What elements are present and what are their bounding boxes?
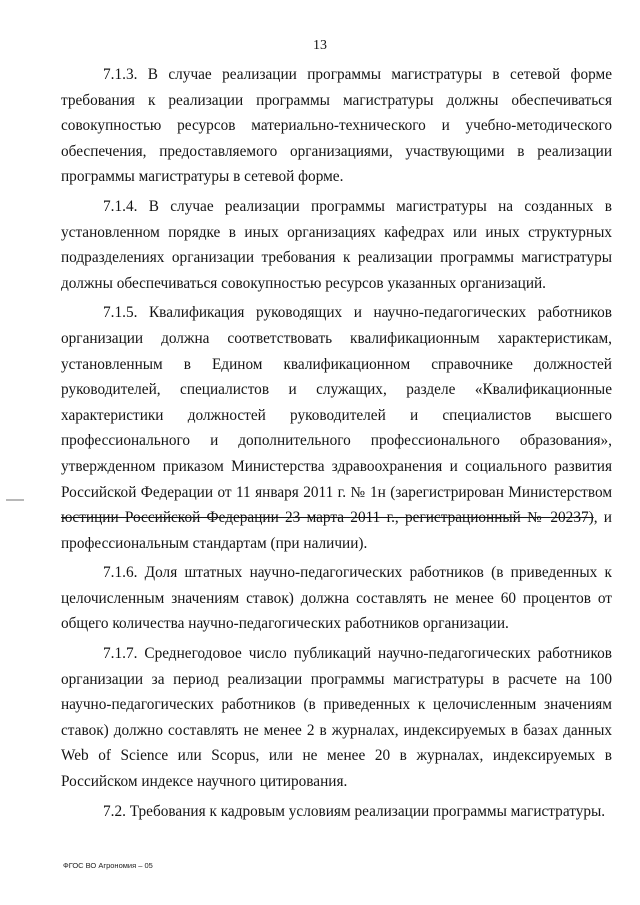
paragraph-7-1-5-ending: , и профессиональным стандартам (при наличии).	[61, 509, 612, 552]
document-body	[61, 62, 612, 824]
page-number: 13	[313, 38, 327, 53]
struck-registration-text: юстиции Российской Федерации 23 марта 2011 г., регистрационный № 20237)	[61, 509, 594, 527]
paragraph-7-1-4: 7.1.4. В случае реализации программы магистратуры на созданных в установленном порядке в иных организациях кафедрах или иных структурных подразделениях организации требования к реализации программы магистратуры должны обеспечиваться совокупностью ресурсов указанных организаций.	[61, 197, 612, 292]
paragraph-7-1-3: 7.1.3. В случае реализации программы магистратуры в сетевой форме требования к реализации программы магистратуры должны обеспечиваться совокупностью ресурсов материально-технического и учебно-методического обеспечения, предоставляемого организациями, участвующими в реализации программы магистратуры в сетевой форме.	[61, 66, 612, 186]
paragraph-7-1-6: 7.1.6. Доля штатных научно-педагогических работников (в приведенных к целочисленным значениям ставок) должна составлять не менее 60 процентов от общего количества научно-педагогических работников организации.	[61, 564, 612, 633]
footer-label: ФГОС ВО Агрономия – 05	[63, 861, 153, 870]
paragraph-7-1-5-text: 7.1.5. Квалификация руководящих и научно-педагогических работников организации должна соответствовать квалификационным характеристикам, установленным в Едином квалификационном справочнике должностей руководителей, специалистов и служащих, разделе «Квалификационные характеристики должностей руководителей и специалистов высшего профессионального и дополнительного профессионального образования», утвержденном приказом Министерства здравоохранения и социального развития Российской Федерации от 11 января 2011 г. № 1н (зарегистрирован Министерством	[61, 304, 612, 501]
paragraph-7-1-7: 7.1.7. Среднегодовое число публикаций научно-педагогических работников организации за период реализации программы магистратуры в расчете на 100 научно-педагогических работников (в приведенных к целочисленным значениям ставок) должно составлять не менее 2 в журналах, индексируемых в базах данных Web of Science или Scopus, или не менее 20 в журналах, индексируемых в Российском индексе научного цитирования.	[61, 645, 612, 791]
scan-artifact	[6, 499, 24, 501]
paragraph-7-1-5	[61, 300, 612, 556]
paragraph-7-2: 7.2. Требования к кадровым условиям реализации программы магистратуры.	[103, 802, 606, 820]
